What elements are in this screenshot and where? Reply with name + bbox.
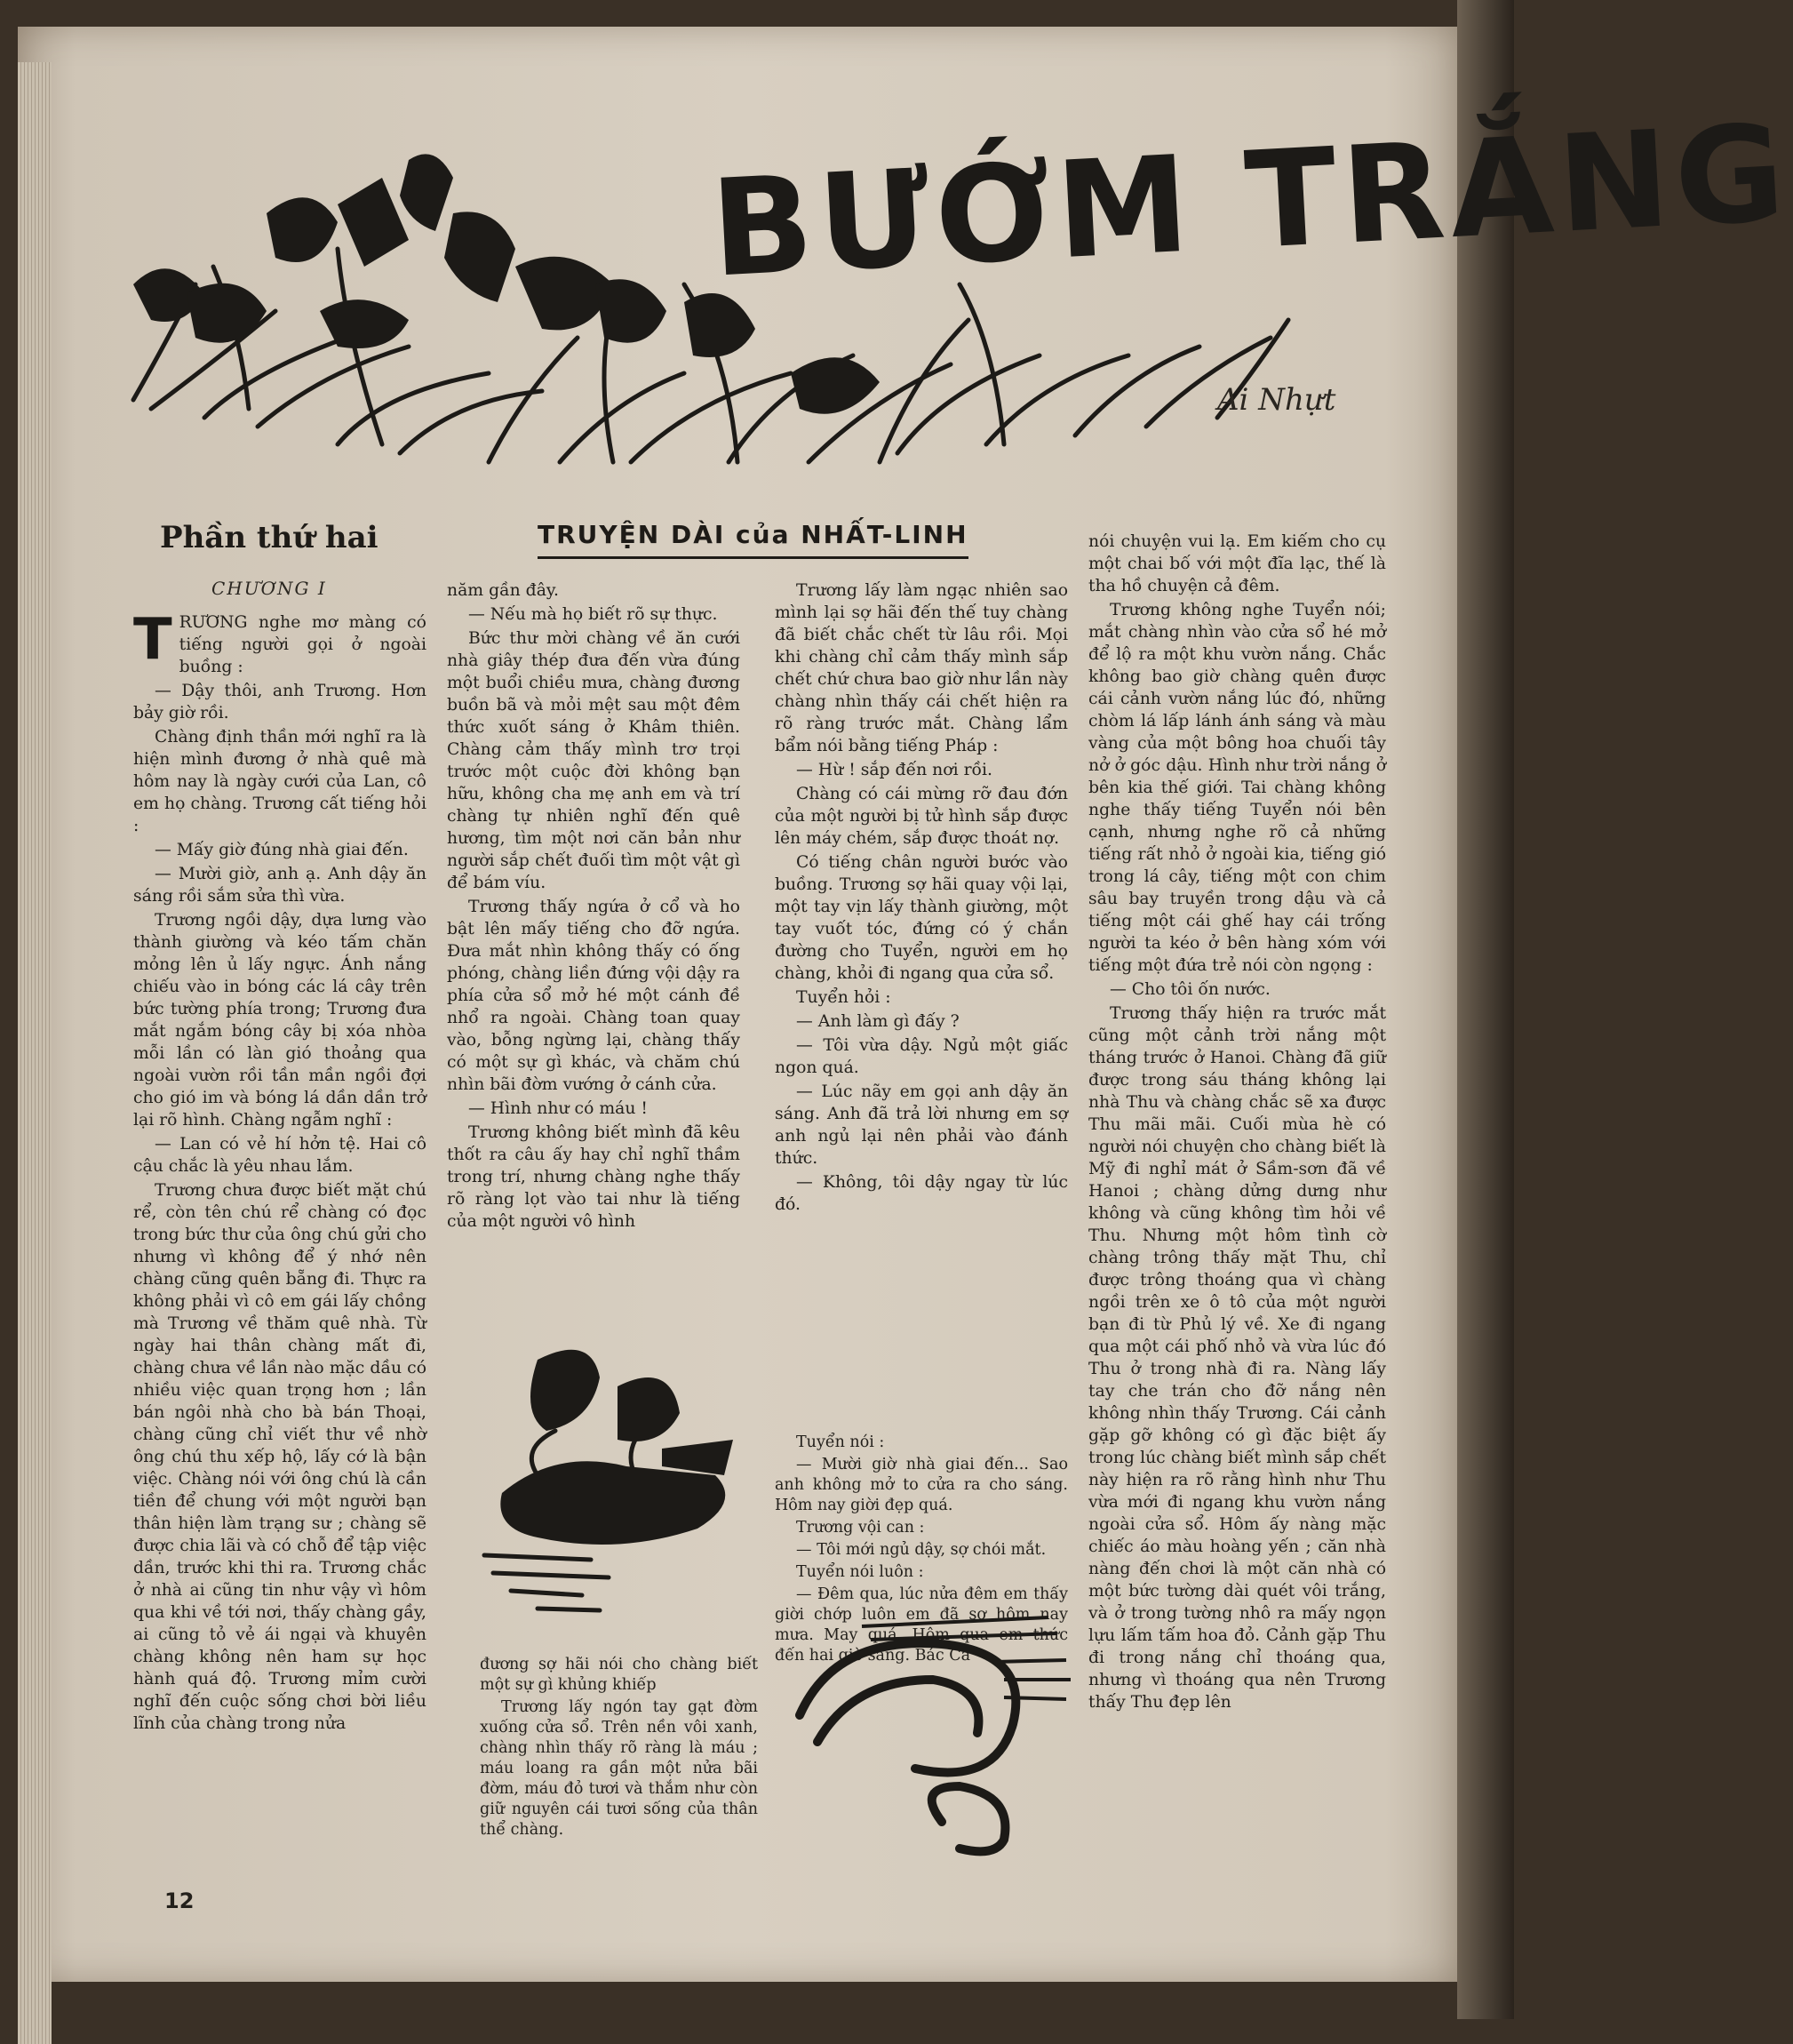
paragraph: — Hừ ! sắp đến nơi rồi.: [796, 761, 993, 779]
book-cover-edge: [1457, 0, 1514, 2019]
paragraph: — Cho tôi ốn nước.: [1110, 980, 1271, 999]
paragraph: — Anh làm gì đấy ?: [796, 1012, 960, 1031]
illustrator-signature: Ai Nhựt: [1217, 382, 1336, 418]
paragraph: Trương ngồi dậy, dựa lưng vào thành giường và kéo tấm chăn mỏng lên ủ lấy ngực. Ánh nắng chiếu vào in bóng các lá cây trên bức tường phía trong; Trương đưa mắt ngắm bóng cây bị xóa nhòa mỗi lần có làn gió thoảng qua ngoài vườn rồi tần mần ngồi đợi cho gió im và bóng lá dần dần trở lại rõ hình. Chàng ngẫm nghĩ :: [133, 911, 426, 1130]
paragraph: Trương không biết mình đã kêu thốt ra câu ấy hay chỉ nghĩ thầm trong trí, nhưng chàng nghe thấy rõ ràng lọt vào tai như là tiếng của một người vô hình: [447, 1123, 740, 1231]
part-heading: Phần thứ hai: [160, 520, 379, 555]
birds-illustration: [484, 1324, 751, 1626]
paragraph: Tuyển nói luôn :: [796, 1563, 924, 1581]
paragraph: — Lúc nãy em gọi anh dậy ăn sáng. Anh đã trả lời nhưng em sợ anh ngủ lại nên phải vào đánh thức.: [775, 1082, 1068, 1168]
text-column-2-continued: [480, 1655, 758, 1842]
text-column-4: [1088, 531, 1386, 1715]
chapter-heading: CHƯƠNG I: [211, 578, 327, 599]
paragraph: Trương thấy hiện ra trước mắt cũng một cảnh trời nắng một tháng trước ở Hanoi. Chàng đã giữ được trong sáu tháng không lại nhà Thu và chàng chắc sẽ xa được Thu mãi mãi. Cuối mùa hè có người nói chuyện cho chàng biết là Mỹ đi nghỉ mát ở Sầm-sơn đã về Hanoi ; chàng dửng dưng như không và cũng không tìm hỏi về Thu. Nhưng một hôm tình cờ chàng trông thấy mặt Thu, chỉ được trông thoáng qua vì chàng ngồi trên xe ô tô của một người bạn đi từ Phủ lý về. Xe đi ngang qua một cái phố nhỏ và vừa lúc đó Thu ở trong nhà đi ra. Nàng lấy tay che trán cho đỡ nắng nên không nhìn thấy Trương. Cái cảnh gặp gỡ không có gì đặc biệt ấy trong lúc chàng biết mình sắp chết này hiện ra rõ rằng hình như Thu vừa mới đi ngang khu vườn nắng ngoài cửa sổ. Hôm ấy nàng mặc chiếc áo màu hoàng yến ; căn nhà nàng đến chơi là một căn nhà có một bức tường dài quét vôi trắng, và ở trong tường nhô ra mấy ngọn lựu lấm tấm hoa đỏ. Cảnh gặp Thu đi trong nắng chỉ thoáng qua, nhưng vì thoáng qua nên Trương thấy Thu đẹp lên: [1088, 1004, 1386, 1712]
paragraph: Trương không nghe Tuyển nói; mắt chàng nhìn vào cửa sổ hé mở để lộ ra một khu vườn nắng. Chắc không bao giờ chàng quên được cái cảnh vườn nắng lúc đó, những chòm lá lấp lánh ánh sáng và màu vàng của một bông hoa chuối tây nở ở góc dậu. Hình như trời nắng ở bên kia thế giới. Tai chàng không nghe thấy tiếng Tuyển nói bên cạnh, nhưng nghe rõ cả những tiếng rất nhỏ ở ngoài kia, tiếng gió trong lá cây, tiếng một con chim sâu bay truyền trong dậu và cả tiếng một cái ghế hay cái trống người ta kéo ở bên hàng xóm với tiếng một đứa trẻ nói còn ngọng :: [1088, 601, 1386, 975]
paragraph: đương sợ hãi nói cho chàng biết một sự gì khủng khiếp: [480, 1656, 758, 1694]
paragraph: Có tiếng chân người bước vào buồng. Trương sợ hãi quay vội lại, một tay vịn lấy thành giường, một tay vuốt tóc, đứng có ý chắn đường cho Tuyển, người em họ chàng, khỏi đi ngang qua cửa sổ.: [775, 853, 1068, 983]
paragraph: Chàng có cái mừng rỡ đau đớn của một người bị tử hình sắp được lên máy chém, sắp được thoát nợ.: [775, 785, 1068, 848]
paragraph: năm gần đây.: [447, 581, 559, 600]
paragraph: — Lan có vẻ hí hởn tệ. Hai cô cậu chắc là yêu nhau lắm.: [133, 1135, 426, 1176]
paragraph: — Không, tôi dậy ngay từ lúc đó.: [775, 1173, 1068, 1214]
paragraph: — Mấy giờ đúng nhà giai đến.: [155, 841, 409, 859]
paragraph: nói chuyện vui lạ. Em kiếm cho cụ một chai bố với một đĩa lạc, thế là tha hồ chuyện cả đêm.: [1088, 532, 1386, 595]
paragraph: Trương lấy ngón tay gạt đờm xuống cửa sổ. Trên nền vôi xanh, chàng nhìn thấy rõ ràng là máu ; máu loang ra gần một nửa bãi đờm, máu đỏ tươi và thắm như còn giữ nguyên cái tươi sống của thân thể chàng.: [480, 1698, 758, 1839]
paragraph: Bức thư mời chàng về ăn cưới nhà giây thép đưa đến vừa đúng một buổi chiều mưa, chàng đương buồn bã và mỏi mệt sau một đêm thức xuốt sáng ở Khâm thiên. Chàng cảm thấy mình trơ trọi trước một cuộc đời không bạn hữu, không cha mẹ anh em và trí chàng tự nhiên nghĩ đến quê hương, tìm một nơi căn bản như người sắp chết đuối tìm một vật gì để bám víu.: [447, 629, 740, 892]
page-stack-edge: [18, 62, 52, 2044]
paragraph: — Tôi vừa dậy. Ngủ một giấc ngon quá.: [775, 1036, 1068, 1077]
paragraph: Trương lấy làm ngạc nhiên sao mình lại sợ hãi đến thế tuy chàng đã biết chắc chết từ lâu rồi. Mọi khi chàng chỉ cảm thấy mình sắp chết chứ chưa bao giờ như lần này chàng nhìn thấy cái chết hiện ra rõ ràng trước mắt. Chàng lẩm bẩm nói bằng tiếng Pháp :: [775, 581, 1068, 755]
story-title: BƯỚM TRẮNG: [707, 96, 1793, 307]
ink-swirl-illustration: [782, 1609, 1084, 1866]
paragraph: RƯƠNG nghe mơ màng có tiếng người gọi ở ngoài buồng :: [179, 613, 426, 676]
text-column-3: [775, 579, 1068, 1218]
drop-cap: T: [133, 607, 172, 673]
paragraph: Trương thấy ngứa ở cổ và ho bật lên mấy tiếng cho đỡ ngứa. Đưa mắt nhìn không thấy có ống phóng, chàng liền đứng vội dậy ra phía cửa sổ mở hé một cánh đề nhổ ra ngoài. Chàng toan quay vào, bỗng ngừng lại, chàng thấy có một sự gì khác, và chăm chú nhìn bãi đờm vướng ở cánh cửa.: [447, 898, 740, 1094]
text-column-1: [133, 607, 426, 1737]
paragraph: — Tôi mới ngủ dậy, sợ chói mắt.: [796, 1541, 1047, 1559]
paragraph: — Nếu mà họ biết rõ sự thực.: [468, 605, 718, 624]
paragraph: — Hình như có máu !: [468, 1099, 648, 1118]
page-number: 12: [164, 1888, 195, 1913]
text-column-2: [447, 579, 740, 1234]
paragraph: Tuyển nói :: [796, 1433, 885, 1451]
paragraph: — Mười giờ, anh ạ. Anh dậy ăn sáng rồi sắm sửa thì vừa.: [133, 865, 426, 906]
paragraph: — Mười giờ nhà giai đến... Sao anh không mở to cửa ra cho sáng. Hôm nay giời đẹp quá.: [775, 1456, 1068, 1514]
paragraph: Trương chưa được biết mặt chú rể, còn tên chú rể chàng có đọc trong bức thư của ông chú gửi cho nhưng vì không để ý nhớ nên chàng cũng quên bẵng đi. Thực ra không phải vì cô em gái lấy chồng mà Trương về thăm quê nhà. Từ ngày hai thân chàng mất đi, chàng chưa về lần nào mặc dầu có nhiều việc quan trọng hơn ; lần bán ngôi nhà cho bà bán Thoại, chàng cũng chỉ viết thư về nhờ ông chú thu xếp hộ, lấy cớ là bận việc. Chàng nói với ông chú là cần tiền để chung với một người bạn thân hiện làm trạng sư ; chàng sẽ được chia lãi và có chỗ để tập việc dần, trước khi thi ra. Trương chắc ở nhà ai cũng tin như vậy vì hôm qua khi về tới nơi, thấy chàng gầy, ai cũng tỏ vẻ ái ngại và khuyên chàng không nên ham sự học hành quá độ. Trương mỉm cười nghĩ đến cuộc sống chơi bời liều lĩnh của chàng trong nửa: [133, 1181, 426, 1733]
paragraph: Trương vội can :: [796, 1519, 925, 1537]
paragraph: Chàng định thần mới nghĩ ra là hiện mình đương ở nhà quê mà hôm nay là ngày cưới của Lan, cô em họ chàng. Trương cất tiếng hỏi :: [133, 728, 426, 835]
story-byline: TRUYỆN DÀI của NHẤT-LINH: [538, 520, 968, 559]
paragraph: — Đêm qua, lúc nửa đêm em thấy giời chớp luôn em đã sợ hôm nay mưa. May quá. Hôm qua em thức đến hai giờ sáng. Bác Cả: [775, 1585, 1068, 1665]
paragraph: — Dậy thôi, anh Trương. Hơn bảy giờ rồi.: [133, 682, 426, 723]
paragraph: Tuyển hỏi :: [796, 988, 891, 1007]
